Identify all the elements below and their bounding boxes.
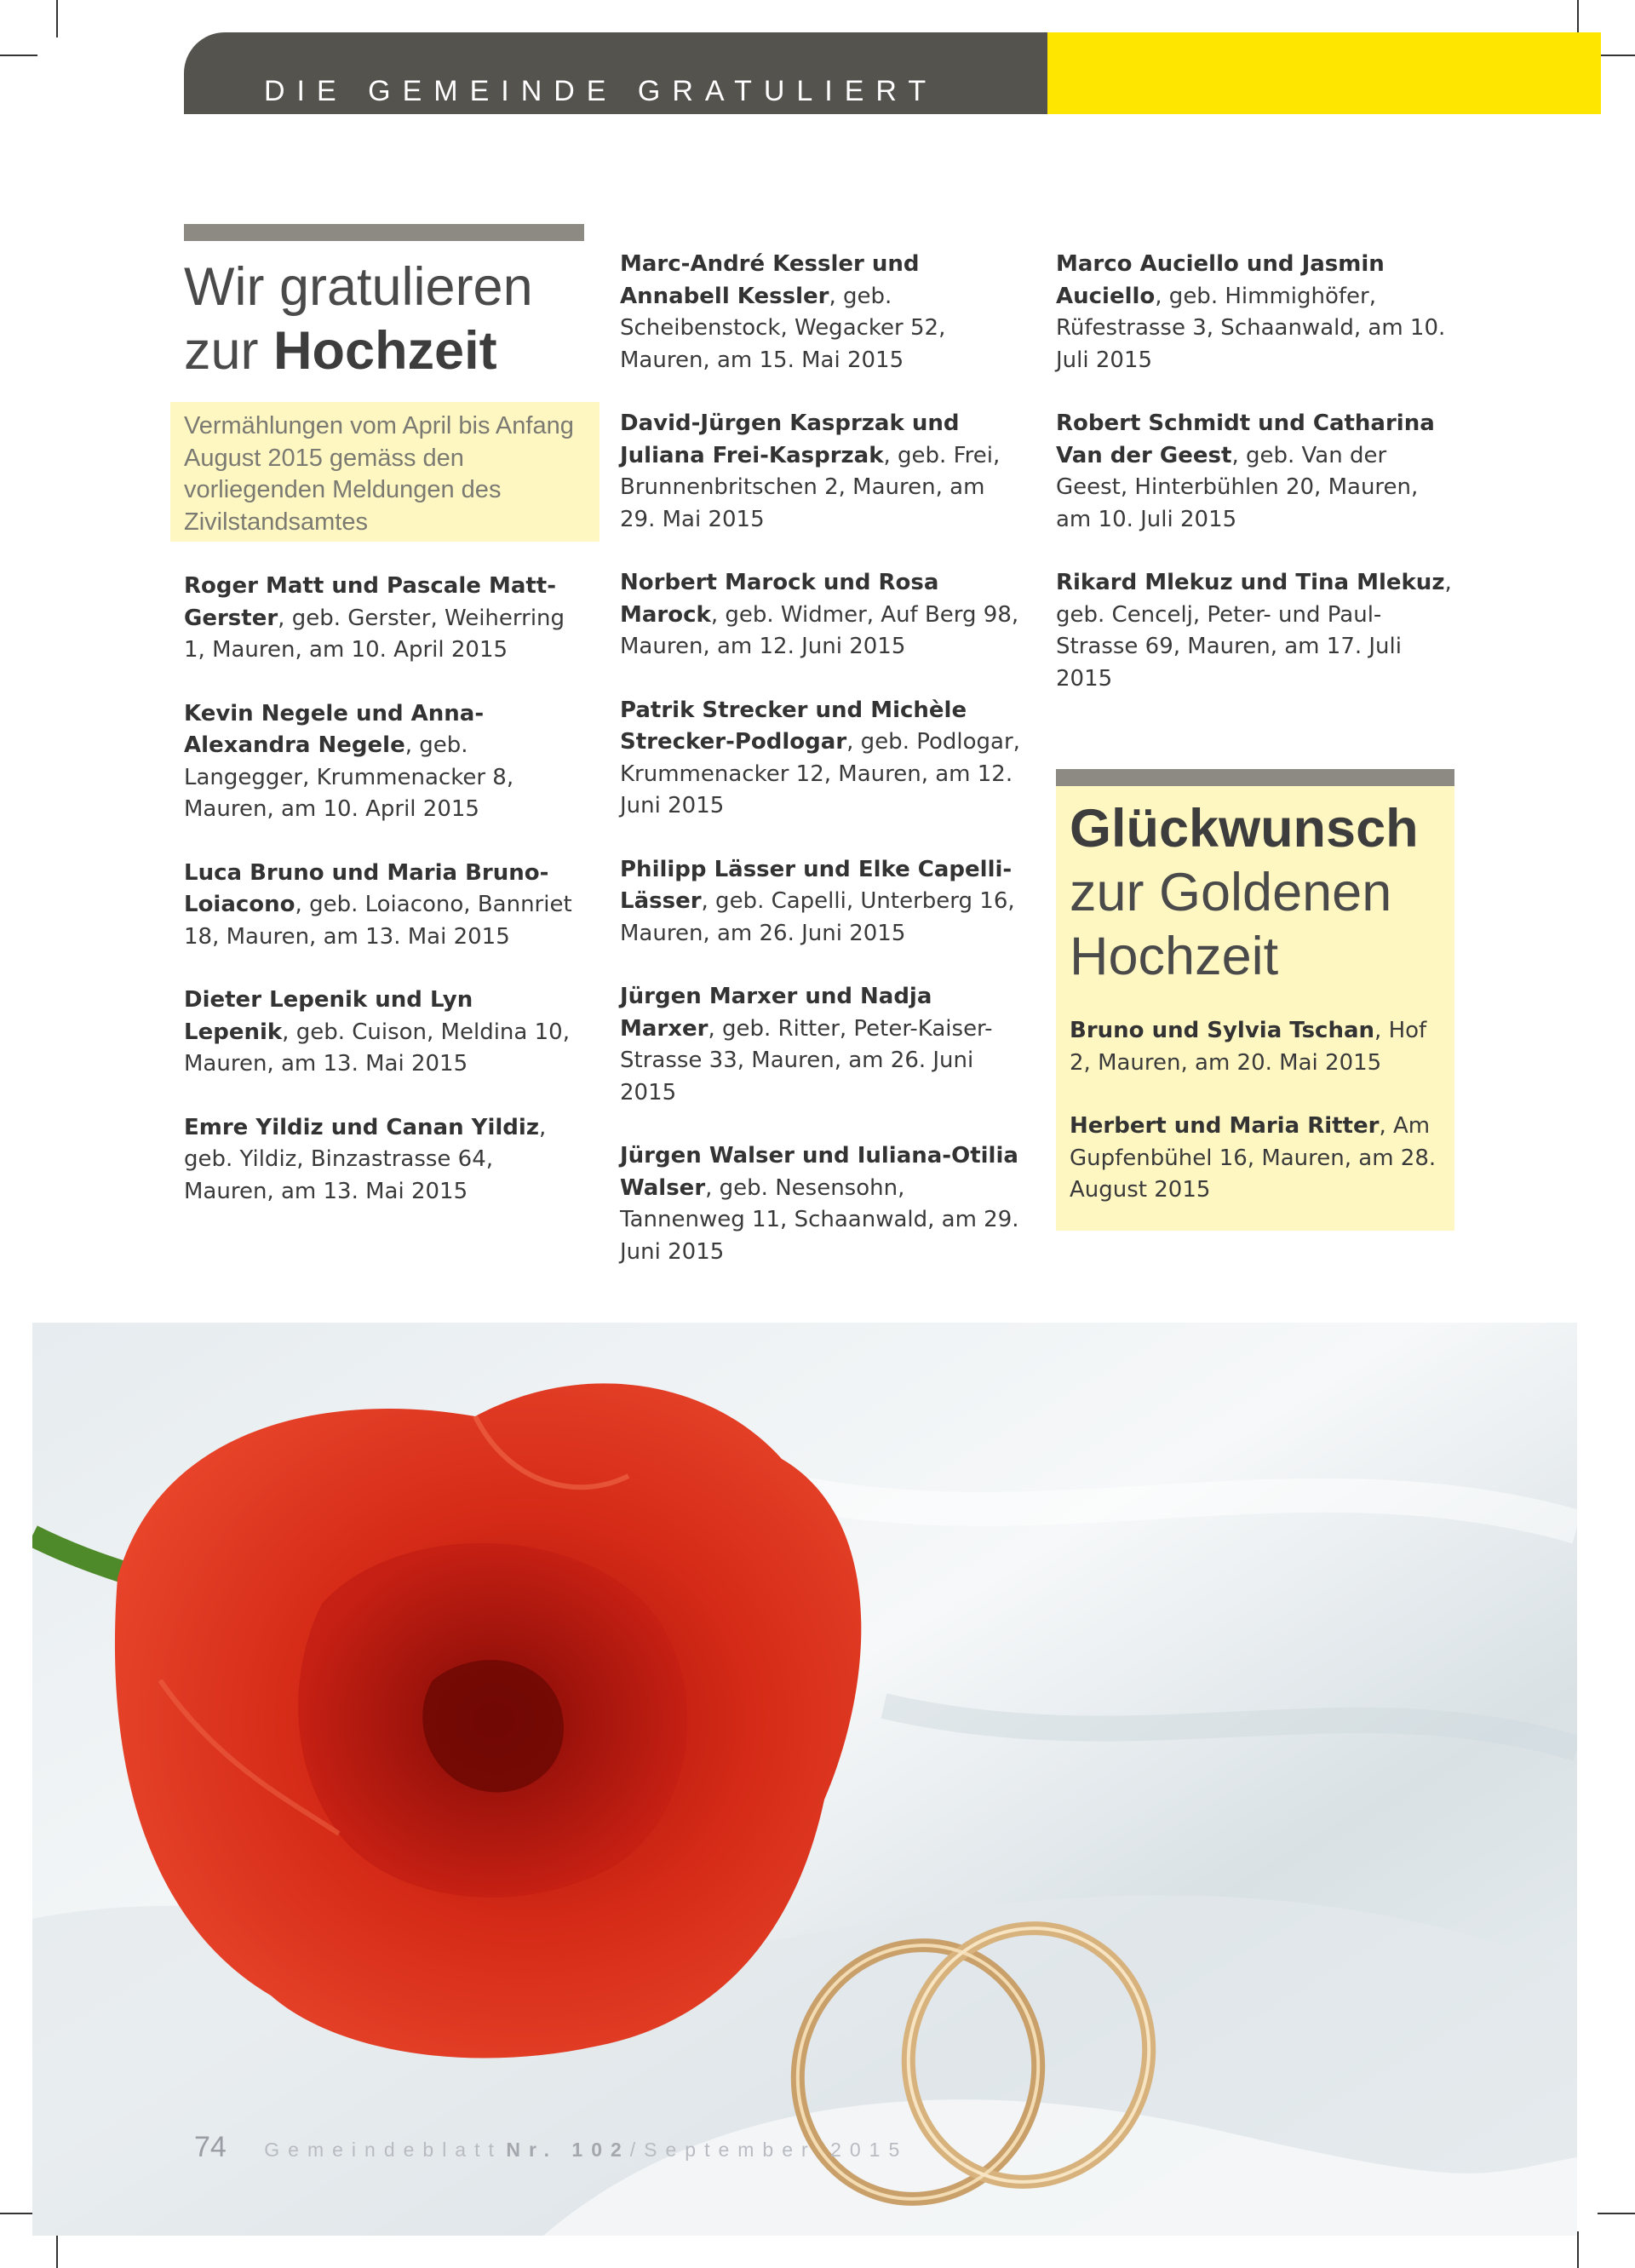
couple-details: , geb. Gerster, Weiherring 1, Mauren, am 10. April 2015 xyxy=(184,605,565,663)
golden-headline xyxy=(1070,797,1444,989)
list-item xyxy=(1056,249,1456,376)
couple-names: Marc-André Kessler und Annabell Kessler xyxy=(620,251,920,309)
crop-mark xyxy=(1577,2231,1579,2268)
list-item xyxy=(1070,1015,1449,1079)
couple-names: Herbert und Maria Ritter xyxy=(1070,1113,1380,1139)
publication-name: Gemeindeblatt xyxy=(264,2139,502,2161)
wedding-column-2 xyxy=(620,249,1020,1300)
list-item xyxy=(184,698,584,826)
wedding-column-1 xyxy=(184,571,584,1239)
list-item xyxy=(184,1112,584,1209)
section-header-title: DIE GEMEINDE GRATULIERT xyxy=(264,75,938,107)
list-item xyxy=(184,571,584,667)
golden-headline-bold: Glückwunsch xyxy=(1070,799,1419,858)
couple-names: Patrik Strecker und Michèle Strecker-Podlogar xyxy=(620,697,967,755)
wedding-headline-prefix: zur xyxy=(184,321,259,381)
intro-text: Vermählungen vom April bis Anfang August 2015 gemäss den vorliegenden Meldungen des Zivilstandsamtes xyxy=(184,412,574,536)
couple-details: , geb. Ritter, Peter-Kaiser-Strasse 33, Mauren, am 26. Juni 2015 xyxy=(620,1015,993,1105)
couple-details: , geb. Himmighöfer, Rüfestrasse 3, Schaanwald, am 10. Juli 2015 xyxy=(1056,283,1446,373)
page-number: 74 xyxy=(194,2131,227,2163)
list-item xyxy=(620,408,1020,536)
crop-mark xyxy=(1598,55,1635,56)
golden-headline-line3: Hochzeit xyxy=(1070,927,1279,986)
golden-headline-line1 xyxy=(1070,797,1444,861)
couple-names: Rikard Mlekuz und Tina Mlekuz xyxy=(1056,570,1445,595)
couple-details: , geb. Van der Geest, Hinterbühlen 20, Mauren, am 10. Juli 2015 xyxy=(1056,442,1419,532)
crop-mark xyxy=(56,0,58,37)
couple-details: , geb. Scheibenstock, Wegacker 52, Mauren, am 15. Mai 2015 xyxy=(620,283,946,373)
page-footer xyxy=(194,2131,908,2164)
couple-names: Philipp Lässer und Elke Capelli-Lässer xyxy=(620,856,1013,914)
couple-names: Norbert Marock und Rosa Marock xyxy=(620,570,939,628)
list-item xyxy=(1056,408,1456,536)
couple-details: , geb. Capelli, Unterberg 16, Mauren, am 26. Juni 2015 xyxy=(620,888,1015,946)
couple-names: Robert Schmidt und Catharina Van der Geest xyxy=(1056,411,1435,468)
list-item xyxy=(620,249,1020,376)
list-item xyxy=(620,567,1020,663)
couple-names: Jürgen Marxer und Nadja Marxer xyxy=(620,984,932,1042)
couple-details: , Hof 2, Mauren, am 20. Mai 2015 xyxy=(1070,1018,1427,1076)
couple-names: Marco Auciello und Jasmin Auciello xyxy=(1056,251,1385,309)
golden-list xyxy=(1070,1015,1449,1238)
couple-details: , geb. Loiacono, Bannriet 18, Mauren, am 13. Mai 2015 xyxy=(184,892,572,950)
wedding-column-3 xyxy=(1056,249,1456,726)
golden-headline-rule xyxy=(1056,769,1454,786)
couple-details: , geb. Podlogar, Krummenacker 12, Mauren, am 12. Juni 2015 xyxy=(620,729,1020,818)
couple-details: , Am Gupfenbühel 16, Mauren, am 28. August 2015 xyxy=(1070,1113,1437,1203)
couple-names: Kevin Negele und Anna-Alexandra Negele xyxy=(184,700,485,758)
couple-details: , geb. Cencelj, Peter- und Paul-Strasse 69, Mauren, am 17. Juli 2015 xyxy=(1056,570,1452,692)
issue-date: /September 2015 xyxy=(629,2139,909,2161)
couple-names: Luca Bruno und Maria Bruno-Loiacono xyxy=(184,859,549,917)
headline-rule xyxy=(184,224,584,241)
couple-details: , geb. Widmer, Auf Berg 98, Mauren, am 12. Juni 2015 xyxy=(620,601,1019,659)
list-item xyxy=(184,985,584,1081)
list-item xyxy=(620,854,1020,950)
couple-names: Roger Matt und Pascale Matt-Gerster xyxy=(184,573,557,631)
wedding-headline-bold: Hochzeit xyxy=(273,321,497,381)
rose-and-rings-illustration xyxy=(32,1323,1577,2236)
wedding-headline-line2 xyxy=(184,319,593,383)
list-item xyxy=(1070,1111,1449,1207)
crop-mark xyxy=(1598,2213,1635,2214)
couple-names: David-Jürgen Kasprzak und Juliana Frei-Kasprzak xyxy=(620,411,960,468)
couple-names: Emre Yildiz und Canan Yildiz xyxy=(184,1114,539,1140)
crop-mark xyxy=(0,55,37,56)
couple-names: Jürgen Walser und Iuliana-Otilia Walser xyxy=(620,1143,1018,1201)
section-header-accent xyxy=(1047,32,1601,114)
couple-details: , geb. Langegger, Krummenacker 8, Mauren, am 10. April 2015 xyxy=(184,732,514,822)
list-item xyxy=(620,1140,1020,1268)
couple-details: , geb. Cuison, Meldina 10, Mauren, am 13. Mai 2015 xyxy=(184,1019,570,1077)
list-item xyxy=(1056,567,1456,695)
wedding-headline-line1: Wir gratulieren xyxy=(184,257,533,317)
list-item xyxy=(620,981,1020,1109)
crop-mark xyxy=(56,2231,58,2268)
couple-details: , geb. Yildiz, Binzastrasse 64, Mauren, am 13. Mai 2015 xyxy=(184,1114,547,1204)
golden-headline-line2: zur Goldenen xyxy=(1070,863,1392,922)
list-item xyxy=(620,695,1020,823)
list-item xyxy=(184,858,584,954)
couple-details: , geb. Frei, Brunnenbritschen 2, Mauren, am 29. Mai 2015 xyxy=(620,442,1001,532)
rose-and-rings-photo xyxy=(32,1323,1577,2236)
couple-details: , geb. Nesensohn, Tannenweg 11, Schaanwald, am 29. Juni 2015 xyxy=(620,1174,1019,1265)
wedding-headline xyxy=(184,256,593,383)
couple-names: Dieter Lepenik und Lyn Lepenik xyxy=(184,987,473,1045)
issue-number: Nr. 102 xyxy=(506,2139,630,2161)
couple-names: Bruno und Sylvia Tschan xyxy=(1070,1018,1375,1043)
